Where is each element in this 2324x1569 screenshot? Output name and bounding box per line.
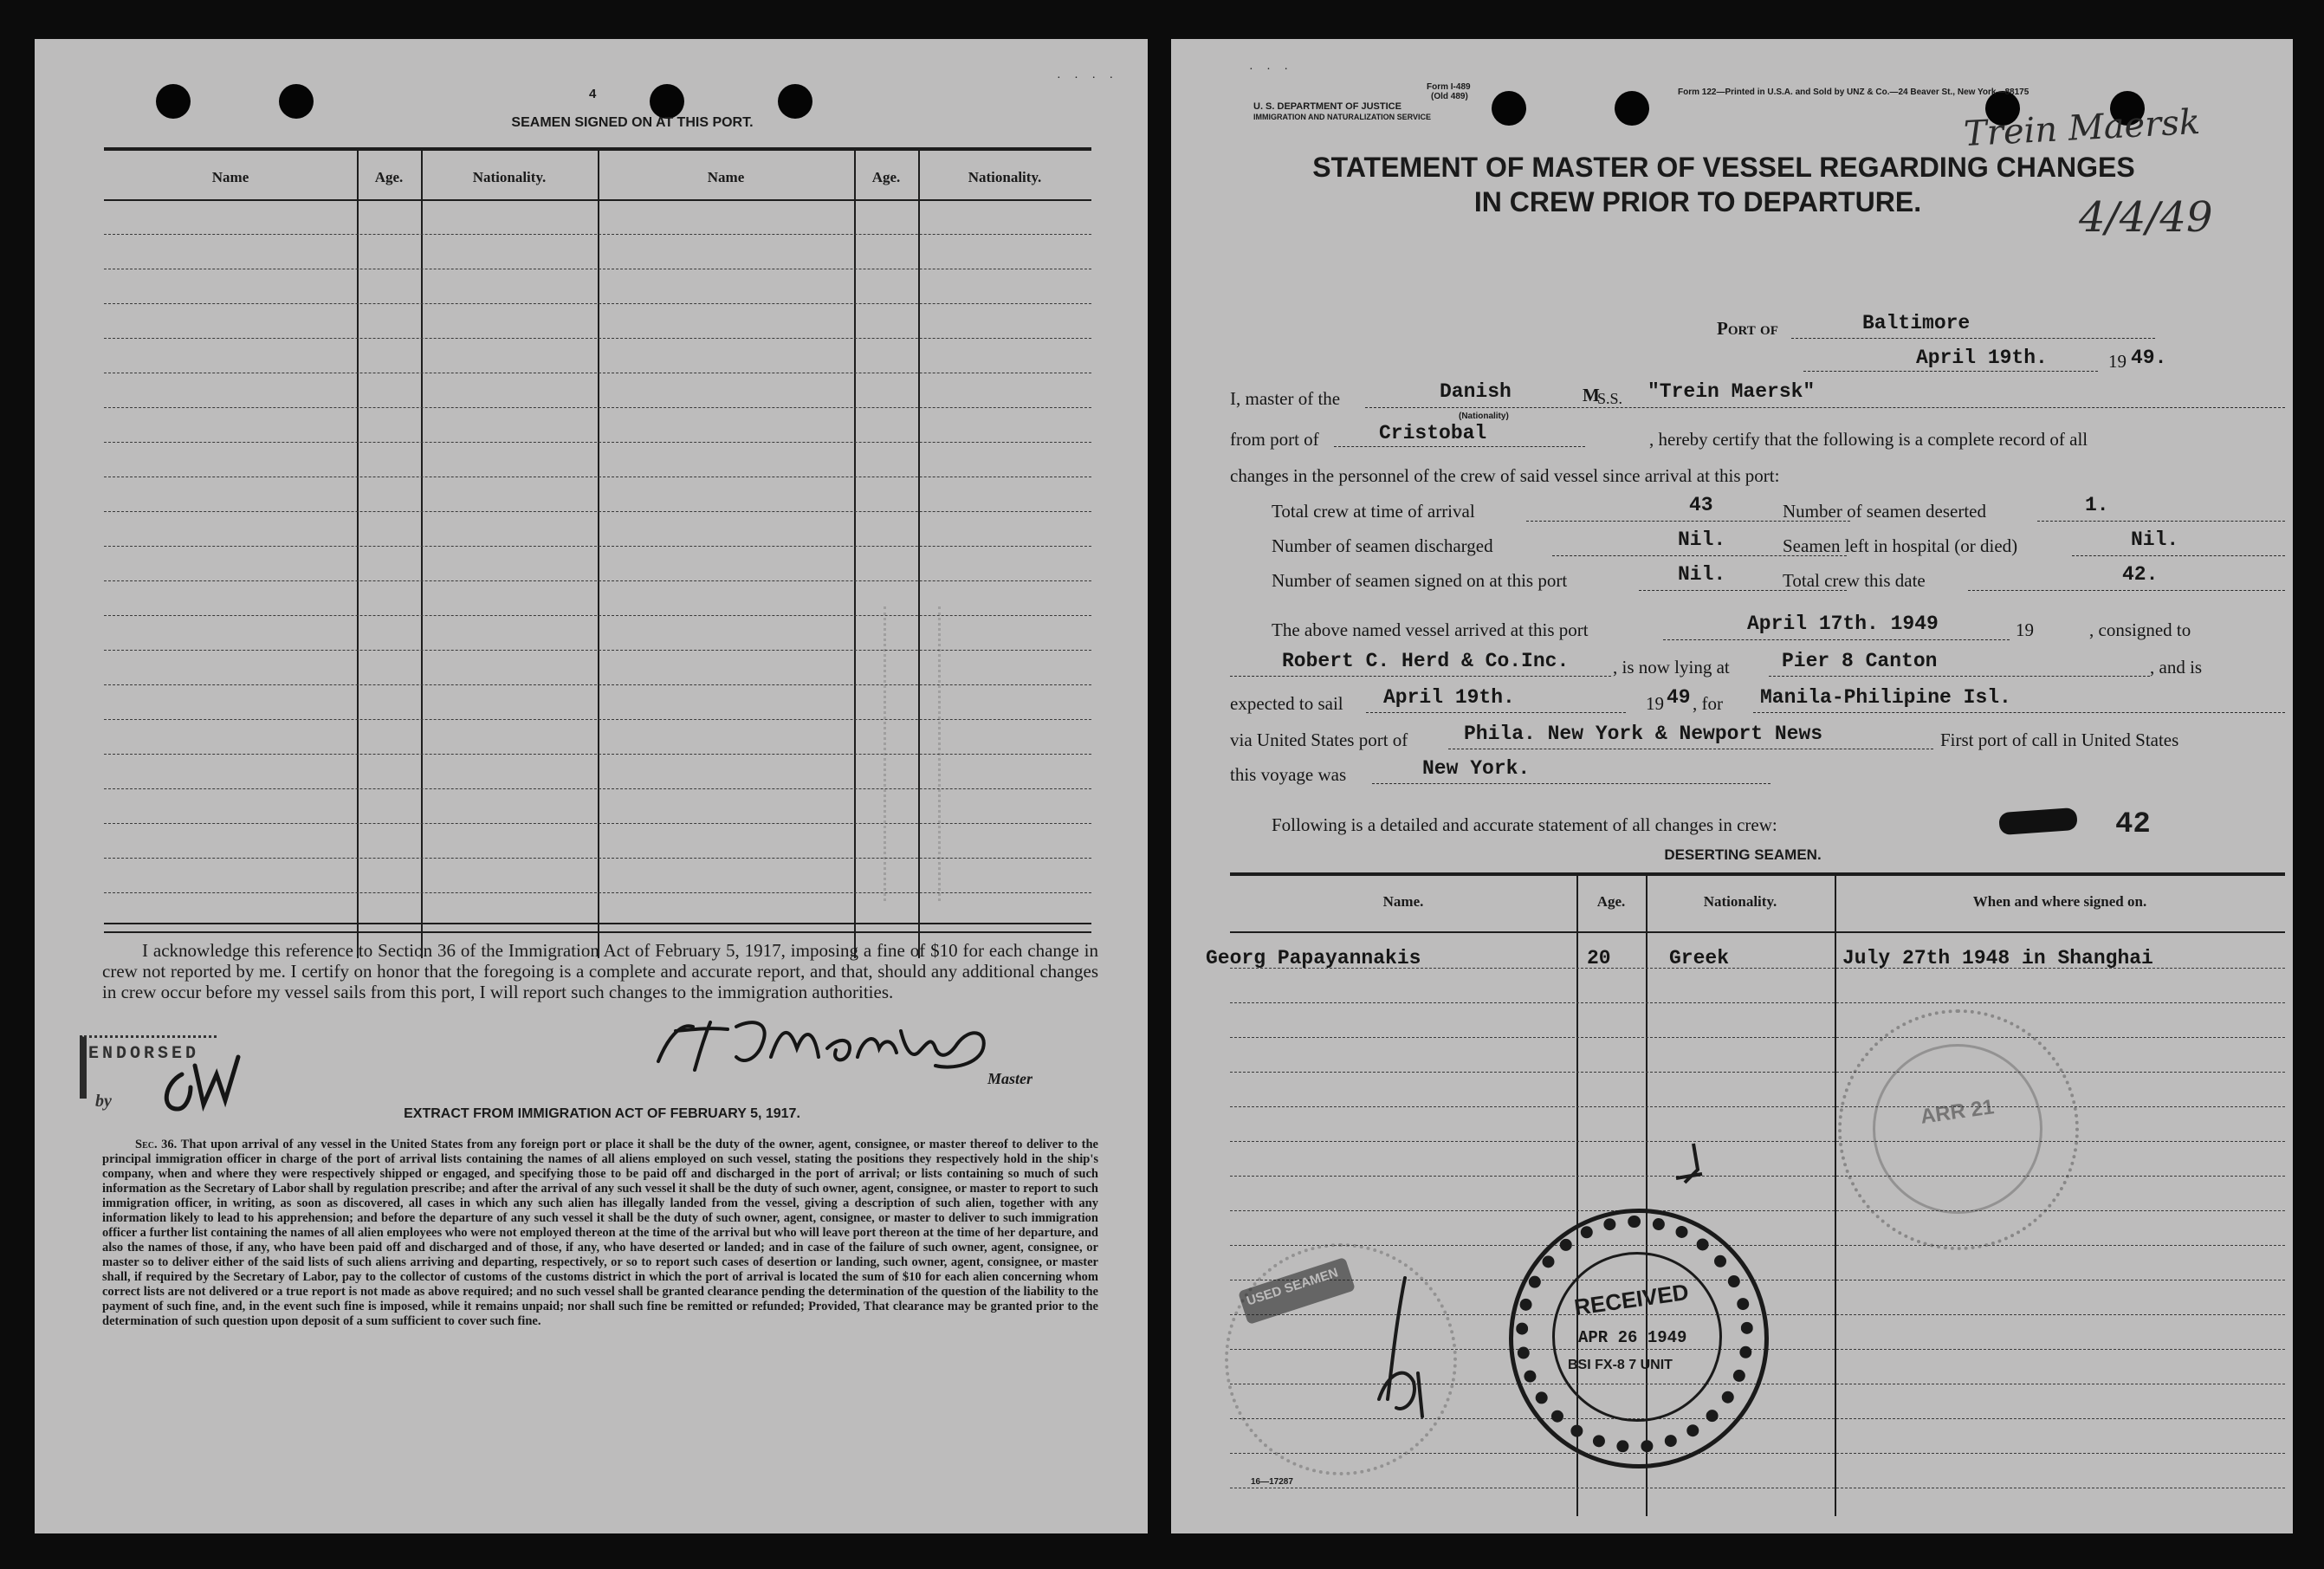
changes-text: changes in the personnel of the crew of said vessel since arrival at this port: xyxy=(1230,465,1780,486)
faint-stamp-text: ARR 21 xyxy=(1919,1095,1996,1129)
voyage-label: this voyage was xyxy=(1230,764,1347,785)
page-dots: · · · · xyxy=(1057,72,1119,85)
faint-stamp-mark xyxy=(884,606,941,901)
table-header-rule xyxy=(1230,931,2285,933)
table-top-rule xyxy=(1230,872,2285,876)
col-header-age: Age. xyxy=(871,169,901,185)
table-row-line xyxy=(1230,1245,2285,1246)
expected-label: expected to sail xyxy=(1230,693,1343,714)
signed-on-value: Nil. xyxy=(1678,563,1726,586)
redaction-scribble xyxy=(1998,807,2078,835)
punch-hole xyxy=(778,84,812,119)
sail-date-value: April 19th. xyxy=(1383,686,1515,709)
received-stamp-date: APR 26 1949 xyxy=(1578,1328,1687,1347)
table-bottom-rule xyxy=(104,931,1091,933)
left-page xyxy=(35,39,1148,1533)
extract-section: Sec. 36. xyxy=(135,1138,178,1151)
punch-hole xyxy=(279,84,314,119)
table-row-line xyxy=(104,684,1091,685)
form-old-number: (Old 489) xyxy=(1431,92,1468,101)
form-title-line1: STATEMENT OF MASTER OF VESSEL REGARDING CHANGES xyxy=(1312,152,2135,183)
table-row-line xyxy=(104,546,1091,547)
consigned-label: , consigned to xyxy=(2089,619,2191,640)
deserted-label: Number of seamen deserted xyxy=(1783,501,1986,522)
hospital-label: Seamen left in hospital (or died) xyxy=(1783,535,2018,556)
endorsed-stamp: ENDORSED xyxy=(88,1044,200,1064)
table-row-line xyxy=(1230,1002,2285,1003)
fill-line xyxy=(1366,712,1626,713)
col-header-age: Age. xyxy=(1596,893,1626,910)
col-header-nationality: Nationality. xyxy=(968,169,1042,185)
table-bottom-rule xyxy=(104,923,1091,924)
printer-note: Form 122—Printed in U.S.A. and Sold by UNZ & Co.—24 Beaver St., New York—88175 xyxy=(1678,88,2029,97)
table-row-line xyxy=(1230,1072,2285,1073)
fill-line xyxy=(2037,521,2285,522)
right-page xyxy=(1171,39,2293,1533)
extract-title: EXTRACT FROM IMMIGRATION ACT OF FEBRUARY 5, 1917. xyxy=(404,1106,800,1121)
table-row-line xyxy=(104,823,1091,824)
arrived-label: The above named vessel arrived at this port xyxy=(1272,619,1589,640)
service: IMMIGRATION AND NATURALIZATION SERVICE xyxy=(1253,113,1431,121)
vessel-prefix-m: M xyxy=(1583,385,1600,405)
endorsed-by: by xyxy=(95,1092,112,1111)
table-row-line xyxy=(104,650,1091,651)
fill-line xyxy=(1753,712,2285,713)
following-label: Following is a detailed and accurate statement of all changes in crew: xyxy=(1272,814,1777,835)
hospital-value: Nil. xyxy=(2131,528,2179,551)
arrived-value: April 17th. 1949 xyxy=(1747,613,1939,635)
fill-line xyxy=(1372,783,1771,784)
page-dots: · · · xyxy=(1249,63,1293,76)
table-row-line xyxy=(104,892,1091,893)
fill-line xyxy=(1663,639,2010,640)
fill-line xyxy=(1334,446,1585,447)
fill-line xyxy=(1791,338,2155,339)
faint-left-stamp-text: USED SEAMEN xyxy=(1245,1265,1340,1309)
row-nationality: Greek xyxy=(1669,947,1730,969)
table-row-line xyxy=(104,442,1091,443)
from-port-label: from port of xyxy=(1230,429,1319,450)
row-age: 20 xyxy=(1587,947,1611,969)
table-row-line xyxy=(1230,1141,2285,1142)
seamen-signed-title: SEAMEN SIGNED ON AT THIS PORT. xyxy=(511,115,754,130)
column-rule xyxy=(421,150,423,958)
table-row-line xyxy=(104,615,1091,616)
first-port-label: First port of call in United States xyxy=(1940,729,2179,750)
table-row-line xyxy=(104,511,1091,512)
row-name: Georg Papayannakis xyxy=(1206,947,1421,969)
date-value: April 19th. xyxy=(1916,347,2048,369)
column-rule xyxy=(854,150,856,958)
table-row-line xyxy=(104,338,1091,339)
fill-line xyxy=(1769,676,2150,677)
certify-text: , hereby certify that the following is a complete record of all xyxy=(1649,429,2088,450)
punch-hole xyxy=(1492,91,1526,126)
nationality-caption: (Nationality) xyxy=(1459,412,1509,421)
received-stamp-title: RECEIVED xyxy=(1572,1278,1691,1321)
deserting-title: DESERTING SEAMEN. xyxy=(1664,846,1822,863)
handwritten-vessel: Trein Maersk xyxy=(1962,101,2202,155)
col-header-signed-on: When and where signed on. xyxy=(1972,893,2147,910)
col-header-name: Name. xyxy=(1382,893,1424,910)
table-row-line xyxy=(104,719,1091,720)
table-row-line xyxy=(104,407,1091,408)
destination-value: Manila-Philipine Isl. xyxy=(1760,686,2011,709)
lying-value: Pier 8 Canton xyxy=(1782,650,1938,672)
punch-hole xyxy=(156,84,191,119)
master-of-label: I, master of the xyxy=(1230,388,1341,409)
handwritten-date: 4/4/49 xyxy=(2079,193,2213,242)
table-row-line xyxy=(1230,1210,2285,1211)
col-header-nationality: Nationality. xyxy=(472,169,547,185)
table-row-line xyxy=(104,754,1091,755)
and-is-label: , and is xyxy=(2150,657,2203,678)
table-row-line xyxy=(1230,1106,2285,1107)
table-row-line xyxy=(104,580,1091,581)
col-header-name: Name xyxy=(211,169,249,185)
col-header-nationality: Nationality. xyxy=(1703,893,1777,910)
nationality-value: Danish xyxy=(1440,380,1512,403)
table-row-line xyxy=(104,788,1091,789)
discharged-value: Nil. xyxy=(1678,528,1726,551)
vessel-name: "Trein Maersk" xyxy=(1648,380,1816,403)
page-number: 4 xyxy=(589,87,597,101)
voyage-value: New York. xyxy=(1422,757,1531,780)
fill-line xyxy=(1365,407,2285,408)
arrived-year-prefix: 19 xyxy=(2016,619,2034,640)
table-row-line xyxy=(1230,1176,2285,1177)
check-mark xyxy=(1672,1139,1715,1191)
fill-line xyxy=(1230,676,1611,677)
agency: U. S. DEPARTMENT OF JUSTICE xyxy=(1253,101,1402,112)
received-stamp-unit: BSI FX-8 7 UNIT xyxy=(1568,1358,1673,1372)
table-row-line xyxy=(104,234,1091,235)
discharged-label: Number of seamen discharged xyxy=(1272,535,1493,556)
extract-body xyxy=(102,1138,1098,1329)
table-row-line xyxy=(104,858,1091,859)
punch-hole xyxy=(650,84,684,119)
vessel-prefix-s: S.S. xyxy=(1597,390,1623,407)
from-port-value: Cristobal xyxy=(1379,422,1487,444)
total-arrival-value: 43 xyxy=(1689,494,1713,516)
via-value: Phila. New York & Newport News xyxy=(1464,723,1823,745)
total-arrival-label: Total crew at time of arrival xyxy=(1272,501,1475,522)
port-label: Port of xyxy=(1717,318,1778,339)
signed-on-label: Number of seamen signed on at this port xyxy=(1272,570,1568,591)
total-date-value: 42. xyxy=(2122,563,2159,586)
fill-line xyxy=(2072,555,2285,556)
col-header-age: Age. xyxy=(374,169,404,185)
master-label: Master xyxy=(987,1070,1033,1087)
table-row-line xyxy=(104,303,1091,304)
consignee-value: Robert C. Herd & Co.Inc. xyxy=(1282,650,1570,672)
form-footer: 16—17287 xyxy=(1251,1477,1293,1487)
extract-text: That upon arrival of any vessel in the United States from any foreign port or place it shall be the duty of the owner, agent, consignee, or master thereof to deliver to the principal immigration officer in charge of the port of arrival lists containing the names of all aliens employed on such vessel, stating the positions they respectively hold in the ship's company, when and where they were respectively shipped or engaged, and specifying those to be paid off and discharged in the port of arrival; or lists containing so much of such information as the Secretary of Labor shall by regulation prescribe; and after the arrival of any such vessel it shall be the duty of such owner, agent, consignee, or master to report to such immigration officer, in writing, as soon as discovered, all cases in which any such alien has illegally landed from the vessel, giving a description of such alien, together with any information likely to lead to his apprehension; and before the departure of any such vessel it shall be the duty of such owner, agent, consignee, or master to deliver to such immigration officer a further list containing the names of all alien employees who were not employed thereon at the time of the arrival but who will leave port thereon at the time of her departure, and also the names of those, if any, who have been paid off and discharged and of those, if any, who have deserted or landed; and in case of the failure of such owner, agent, consignee, or master so to deliver either of the said lists of such aliens arriving and departing, respectively, or so to report such cases of desertion or landing, such owner, agent, consignee, or master shall, if required by the Secretary of Labor, pay to the collector of customs of the customs district in which the port of arrival is located the sum of $10 for each alien concerning whom correct lists are not delivered or a true report is not made as above required; and no such vessel shall be granted clearance pending the determination of the question of the liability to the payment of such fine, and, in the event such fine is imposed, while it remains unpaid; nor shall such fine be remitted or refunded; Provided, That clearance may be granted prior to the determination of such question upon deposit of a sum sufficient to cover such fine. xyxy=(102,1138,1098,1328)
year-value: 49. xyxy=(2131,347,2167,369)
sail-year-value: 49 xyxy=(1667,686,1691,709)
column-rule xyxy=(1835,875,1836,1516)
for-label: , for xyxy=(1693,693,1723,714)
form-number: Form I-489 xyxy=(1427,82,1471,92)
column-rule xyxy=(357,150,359,958)
year-prefix: 19 xyxy=(2108,351,2127,372)
punch-hole xyxy=(1615,91,1649,126)
row-signed-on: July 27th 1948 in Shanghai xyxy=(1842,947,2153,969)
sail-year-prefix: 19 xyxy=(1646,693,1664,714)
column-rule xyxy=(598,150,599,958)
crew-count-value: 42 xyxy=(2115,808,2151,841)
deserted-value: 1. xyxy=(2085,494,2109,516)
form-title-line2: IN CREW PRIOR TO DEPARTURE. xyxy=(1473,186,1922,217)
port-value: Baltimore xyxy=(1862,312,1971,334)
col-header-name: Name xyxy=(707,169,745,185)
total-date-label: Total crew this date xyxy=(1783,570,1926,591)
fill-line xyxy=(1803,371,2098,372)
via-label: via United States port of xyxy=(1230,729,1408,750)
stamp-initials xyxy=(1353,1269,1440,1443)
table-row-line xyxy=(1230,1037,2285,1038)
faint-date-stamp-inner xyxy=(1873,1044,2042,1214)
lying-label: , is now lying at xyxy=(1613,657,1730,678)
acknowledgement-text: I acknowledge this reference to Section 36 of the Immigration Act of February 5, 1917, imposing a fine of $10 for each change in crew not reported by me. I certify on honor that the foregoing is a complete and accurate report, and that, should any additional changes in crew occur before my vessel sails from this port, I will report such changes to the immigration authorities. xyxy=(102,940,1098,1002)
fill-line xyxy=(1968,590,2285,591)
